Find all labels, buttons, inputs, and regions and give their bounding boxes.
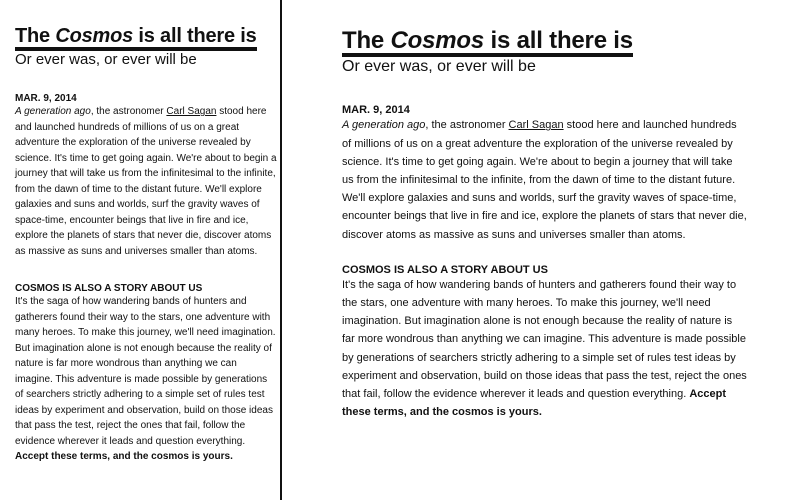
date-heading: MAR. 9, 2014 [342, 104, 410, 117]
right-preview-pane [282, 0, 800, 500]
date-heading: MAR. 9, 2014 [15, 93, 77, 104]
title-underline [15, 26, 257, 51]
lead-emphasis: A generation ago [15, 106, 91, 117]
intro-text-b: stood here and launched hundreds of millions of us on a great adventure the exploration of the universe revealed by science. It's time to get going again. We're about to begin a journey that will take us from the infinitesimal to the infinite, from the dawn of time to the distant future. We'll explore galaxies and suns and worlds, surf the gravity waves of space-time, encounter beings that live in fire and ice, explore the planets of stars that never die, discover atoms as massive as suns and universes smaller than atoms. [15, 106, 277, 257]
page-title [15, 26, 257, 47]
title-prefix: The [15, 25, 56, 47]
lead-emphasis: A generation ago [342, 119, 426, 132]
story-paragraph [15, 294, 277, 465]
story-text: It's the saga of how wandering bands of hunters and gatherers found their way to the stars, one adventure with many heroes. To make this journey, we'll need imagination. But imagination alone is not enough because the reality of nature is far more wondrous than anything we can imagine. This adventure is made possible by generations of searchers strictly adhering to a simple set of rules test ideas by experiment and observation, build on those ideas that pass the test, reject the ones that fail, follow the evidence wherever it leads and question everything. [342, 278, 747, 401]
closing-statement: Accept these terms, and the cosmos is yours. [342, 388, 727, 419]
left-article [15, 26, 277, 465]
story-paragraph [342, 276, 747, 422]
title-emphasis: Cosmos [55, 25, 134, 47]
page-subtitle: Or ever was, or ever will be [342, 58, 536, 76]
right-article [342, 28, 747, 421]
page-title [342, 28, 633, 53]
title-prefix: The [342, 27, 391, 54]
intro-paragraph [15, 104, 277, 259]
story-text: It's the saga of how wandering bands of hunters and gatherers found their way to the stars, one adventure with many heroes. To make this journey, we'll need imagination. But imagination alone is not enough because the reality of nature is far more wondrous than anything we can imagine. This adventure is made possible by generations of searchers strictly adhering to a simple set of rules test ideas by experiment and observation, build on those ideas that pass the test, reject the ones that fail, follow the evidence wherever it leads and question everything. [15, 296, 276, 447]
carl-sagan-link[interactable]: Carl Sagan [508, 119, 564, 132]
title-suffix: is all there is [484, 27, 633, 54]
carl-sagan-link[interactable]: Carl Sagan [166, 106, 217, 117]
intro-text-a: , the astronomer [425, 119, 509, 132]
title-suffix: is all there is [133, 25, 257, 47]
story-heading: COSMOS IS ALSO A STORY ABOUT US [342, 263, 548, 276]
page-subtitle: Or ever was, or ever will be [15, 51, 197, 68]
story-heading: COSMOS IS ALSO A STORY ABOUT US [15, 283, 203, 294]
title-underline [342, 28, 633, 57]
intro-text-b: stood here and launched hundreds of millions of us on a great adventure the exploration of the universe revealed by science. It's time to get going again. We're about to begin a journey that will take us from the infinitesimal to the infinite, from the dawn of time to the distant future. We'll explore galaxies and suns and worlds, surf the gravity waves of space-time, encounter beings that live in fire and ice, explore the planets of stars that never die, discover atoms as massive as suns and universes smaller than atoms. [342, 119, 747, 241]
left-preview-pane [0, 0, 280, 500]
intro-paragraph [342, 116, 747, 243]
intro-text-a: , the astronomer [90, 106, 167, 117]
closing-statement: Accept these terms, and the cosmos is yours. [15, 451, 233, 462]
title-emphasis: Cosmos [390, 27, 485, 54]
